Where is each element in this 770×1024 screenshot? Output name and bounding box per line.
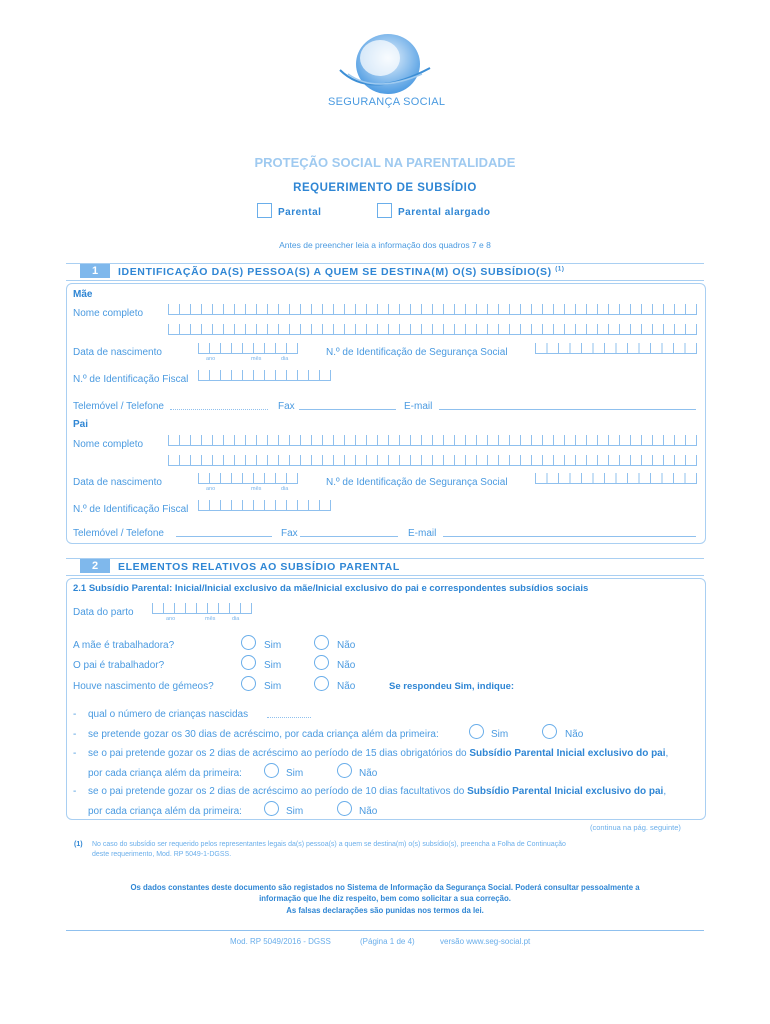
30dias-nao-label: Não	[565, 729, 584, 740]
section2-number: 2	[80, 559, 110, 573]
continua-text: (continua na pág. seguinte)	[590, 823, 681, 832]
q-2dias-15-cont: por cada criança além da primeira:	[88, 768, 242, 779]
notice-line-1: Os dados constantes deste documento são registados no Sistema de Informação da Segurança Social. Poderá consultar pessoalmente a	[130, 883, 640, 892]
2dias15-nao-label: Não	[359, 768, 378, 779]
mae-ano-label: ano	[206, 356, 216, 362]
2dias15-sim-label: Sim	[286, 768, 304, 779]
pai-nif-label: N.º de Identificação Fiscal	[73, 504, 189, 515]
pai-mes-label: mês	[251, 486, 262, 492]
pai-data-nasc-input[interactable]	[198, 473, 298, 484]
parto-ano-label: ano	[166, 616, 176, 622]
gemeos-nao-radio[interactable]	[314, 676, 329, 691]
pai-ano-label: ano	[206, 486, 216, 492]
q-2dias-10: se o pai pretende gozar os 2 dias de acréscimo ao período de 10 dias facultativos do Subsídio Parental Inicial exclusivo do pai,	[88, 786, 667, 797]
pai-nome-input-2[interactable]	[168, 455, 697, 466]
pai-email-input[interactable]	[443, 536, 696, 537]
pai-dia-label: dia	[281, 486, 289, 492]
logo-text: SEGURANÇA SOCIAL	[328, 96, 446, 108]
parto-dia-label: dia	[232, 616, 240, 622]
mae-telemovel-input[interactable]	[170, 409, 268, 410]
parto-mes-label: mês	[205, 616, 216, 622]
30dias-sim-radio[interactable]	[469, 724, 484, 739]
2dias10-nao-radio[interactable]	[337, 801, 352, 816]
gemeos-sim-radio[interactable]	[241, 676, 256, 691]
pai-fax-input[interactable]	[300, 536, 398, 537]
pai-nome-input-1[interactable]	[168, 435, 697, 446]
2dias15-nao-radio[interactable]	[337, 763, 352, 778]
pai-data-nasc-label: Data de nascimento	[73, 477, 162, 488]
parental-alargado-checkbox[interactable]	[377, 203, 392, 218]
logo	[328, 28, 446, 108]
mae-nome-input-2[interactable]	[168, 324, 697, 335]
section2-title: ELEMENTOS RELATIVOS AO SUBSÍDIO PARENTAL	[118, 561, 400, 573]
2dias10-nao-label: Não	[359, 806, 378, 817]
mae-niss-label: N.º de Identificação de Segurança Social	[326, 347, 508, 358]
mae-nome-input-1[interactable]	[168, 304, 697, 315]
q-numero-criancas: qual o número de crianças nascidas	[88, 709, 249, 720]
mae-nif-label: N.º de Identificação Fiscal	[73, 374, 189, 385]
parental-checkbox[interactable]	[257, 203, 272, 218]
section1-number: 1	[80, 264, 110, 278]
logo-emblem-icon	[330, 28, 440, 98]
pai-fax-label: Fax	[281, 528, 298, 539]
footer-mod: Mod. RP 5049/2016 - DGSS	[230, 937, 331, 946]
mae-fax-input[interactable]	[299, 409, 396, 410]
q-2dias-15: se o pai pretende gozar os 2 dias de acréscimo ao período de 15 dias obrigatórios do Subsídio Parental Inicial exclusivo do pai,	[88, 748, 669, 759]
notice-line-3: As falsas declarações são punidas nos termos da lei.	[286, 906, 484, 915]
mae-nome-label: Nome completo	[73, 308, 144, 319]
parental-alargado-label: Parental alargado	[398, 207, 491, 218]
dash-4: -	[73, 786, 77, 797]
se-respondeu-sim: Se respondeu Sim, indique:	[389, 681, 515, 692]
2dias15-sim-radio[interactable]	[264, 763, 279, 778]
footer-version: versão www.seg-social.pt	[440, 937, 531, 946]
pai-nif-input[interactable]	[198, 500, 331, 511]
section1-title: IDENTIFICAÇÃO DA(S) PESSOA(S) A QUEM SE DESTINA(M) O(S) SUBSÍDIO(S) $^{(1)}$	[118, 266, 565, 278]
pai-email-label: E-mail	[408, 528, 437, 539]
pai-nome-label: Nome completo	[73, 439, 144, 450]
gemeos-nao-label: Não	[337, 681, 356, 692]
page-title: PROTEÇÃO SOCIAL NA PARENTALIDADE	[254, 155, 516, 170]
pai-telemovel-label: Telemóvel / Telefone	[73, 528, 164, 539]
2dias10-sim-radio[interactable]	[264, 801, 279, 816]
dash-1: -	[73, 709, 77, 720]
pai-niss-input[interactable]	[535, 473, 697, 484]
30dias-nao-radio[interactable]	[542, 724, 557, 739]
q-2dias-10-cont: por cada criança além da primeira:	[88, 806, 242, 817]
q-gemeos: Houve nascimento de gémeos?	[73, 681, 214, 692]
pai-trabalhador-sim-radio[interactable]	[241, 655, 256, 670]
mae-email-input[interactable]	[439, 409, 696, 410]
mae-heading: Mãe	[73, 289, 93, 300]
notice-line-2: informação que lhe diz respeito, bem como solicitar a sua correção.	[259, 894, 511, 903]
mae-mes-label: mês	[251, 356, 262, 362]
mae-fax-label: Fax	[278, 401, 295, 412]
data-parto-label: Data do parto	[73, 607, 134, 618]
mae-niss-input[interactable]	[535, 343, 697, 354]
mae-nao-label: Não	[337, 640, 356, 651]
data-parto-input[interactable]	[152, 603, 252, 614]
dash-3: -	[73, 748, 77, 759]
mae-trabalhadora-sim-radio[interactable]	[241, 635, 256, 650]
note-number: (1)	[74, 841, 83, 848]
pai-niss-label: N.º de Identificação de Segurança Social	[326, 477, 508, 488]
footer-page: (Página 1 de 4)	[360, 937, 415, 946]
30dias-sim-label: Sim	[491, 729, 509, 740]
mae-data-nasc-label: Data de nascimento	[73, 347, 162, 358]
q-mae-trabalhadora: A mãe é trabalhadora?	[73, 640, 175, 651]
pai-trabalhador-nao-radio[interactable]	[314, 655, 329, 670]
section2-frame	[66, 578, 706, 820]
mae-nif-input[interactable]	[198, 370, 331, 381]
mae-sim-label: Sim	[264, 640, 282, 651]
mae-telemovel-label: Telemóvel / Telefone	[73, 401, 164, 412]
page-subtitle: REQUERIMENTO DE SUBSÍDIO	[293, 182, 477, 194]
section2-1-title: 2.1 Subsídio Parental: Inicial/Inicial exclusivo da mãe/Inicial exclusivo do pai e correspondentes subsídios sociais	[73, 583, 589, 594]
mae-trabalhadora-nao-radio[interactable]	[314, 635, 329, 650]
pai-sim-label: Sim	[264, 660, 282, 671]
note-text-2: deste requerimento, Mod. RP 5049-1-DGSS.	[92, 851, 232, 858]
gemeos-sim-label: Sim	[264, 681, 282, 692]
parental-label: Parental	[278, 207, 322, 218]
instruction-text: Antes de preencher leia a informação dos quadros 7 e 8	[279, 240, 491, 250]
pai-nao-label: Não	[337, 660, 356, 671]
note-text-1: No caso do subsídio ser requerido pelos representantes legais da(s) pessoa(s) a quem se destina(m) o(s) subsídio(s), preencha a Folha de Continuação	[92, 841, 566, 848]
mae-email-label: E-mail	[404, 401, 433, 412]
2dias10-sim-label: Sim	[286, 806, 304, 817]
pai-heading: Pai	[73, 419, 89, 430]
pai-telemovel-input[interactable]	[176, 536, 272, 537]
q-pai-trabalhador: O pai é trabalhador?	[73, 660, 165, 671]
mae-data-nasc-input[interactable]	[198, 343, 298, 354]
footer-divider	[66, 930, 704, 931]
numero-criancas-input[interactable]	[267, 717, 311, 718]
dash-2: -	[73, 729, 77, 740]
mae-dia-label: dia	[281, 356, 289, 362]
q-30-dias: se pretende gozar os 30 dias de acréscimo, por cada criança além da primeira:	[88, 729, 439, 740]
